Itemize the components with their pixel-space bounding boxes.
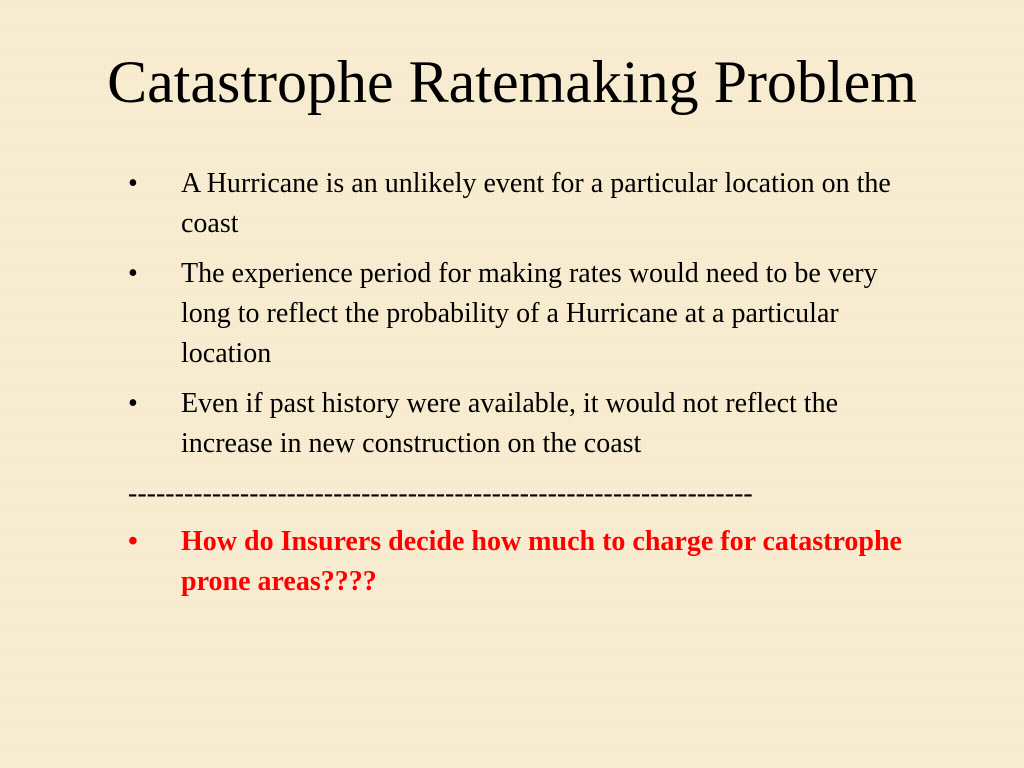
slide-content — [128, 164, 918, 612]
bullet-icon: • — [128, 526, 138, 557]
bullet-icon: • — [128, 388, 138, 419]
bullet-text: The experience period for making rates would need to be very long to reflect the probability of a Hurricane at a particular location — [181, 258, 878, 369]
bullet-text: Even if past history were available, it would not reflect the increase in new construction on the coast — [181, 388, 839, 459]
question-bullet — [128, 522, 918, 602]
bullet-icon: • — [128, 168, 138, 199]
bullet-item — [128, 384, 918, 464]
bullet-item — [128, 164, 918, 244]
slide-title: Catastrophe Ratemaking Problem — [107, 49, 917, 115]
question-text: How do Insurers decide how much to charge for catastrophe prone areas???? — [181, 526, 902, 597]
bullet-text: A Hurricane is an unlikely event for a particular location on the coast — [181, 168, 891, 239]
bullet-icon: • — [128, 258, 138, 289]
bullet-item — [128, 254, 918, 374]
dashed-separator: ------------------------------------------------------------------- — [128, 478, 753, 509]
